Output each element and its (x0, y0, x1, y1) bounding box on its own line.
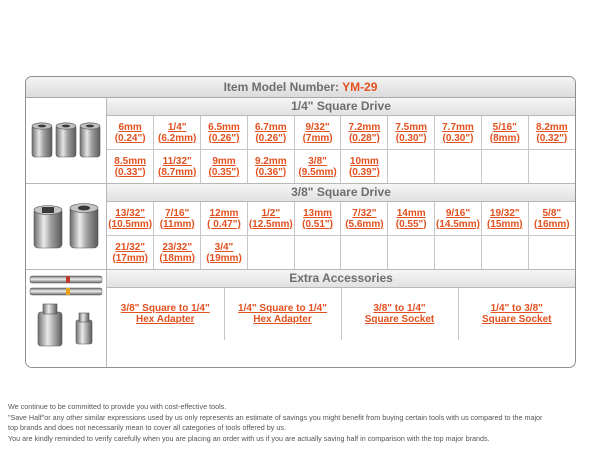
table-row (107, 150, 575, 184)
footer-line: We continue to be committed to provide you with cost-effective tools. (8, 402, 227, 411)
size-conversion: (0.55") (395, 218, 427, 230)
size-conversion: (14.5mm) (436, 218, 480, 230)
size-conversion: (19mm) (206, 252, 242, 264)
size-value: 8.2mm (535, 121, 568, 133)
size-cell (481, 236, 528, 270)
size-conversion: (18mm) (159, 252, 195, 264)
size-cell (388, 236, 435, 270)
footer-line: top brands and does not necessarily mean to cover all categories of tools offered by us. (8, 423, 286, 432)
size-value: 1/4" (167, 121, 187, 133)
size-value: 6.5mm (208, 121, 240, 133)
size-value: 5/8" (542, 207, 562, 219)
size-cell (341, 202, 388, 236)
size-conversion: (0.28") (348, 132, 380, 144)
size-value: 3/4" (214, 241, 234, 253)
size-conversion: (0.51") (302, 218, 334, 230)
size-cell (154, 116, 201, 150)
size-value: 13mm (303, 207, 333, 219)
size-cell (294, 236, 341, 270)
size-value: 11/32" (162, 155, 192, 167)
size-conversion: (0.30") (442, 132, 474, 144)
size-cell (528, 202, 575, 236)
size-conversion: (0.35") (208, 166, 240, 178)
size-cell (528, 236, 575, 270)
size-value: 14mm (396, 207, 426, 219)
size-value: 7/16" (165, 207, 190, 219)
accessory-item: 1/4" to 3/8" Square Socket (482, 303, 552, 325)
size-value: 7.2mm (348, 121, 381, 133)
size-conversion: (0.33") (114, 166, 146, 178)
size-conversion: (0.30") (395, 132, 427, 144)
quarter-drive-sockets-icon (26, 98, 106, 183)
adapters-icon (26, 270, 106, 366)
accessory-item: 3/8" to 1/4" Square Socket (341, 288, 458, 340)
disclaimer-footer (8, 402, 598, 444)
accessories-heading: Extra Accessories (107, 270, 575, 288)
footer-line: You are kindly reminded to verify carefully when you are placing an order with us if you are actually saving half in comparison with the top major brands. (8, 433, 490, 443)
size-conversion: (17mm) (112, 252, 148, 264)
size-cell (107, 150, 154, 184)
size-value: 21/32" (115, 241, 146, 253)
size-cell (435, 150, 482, 184)
size-cell (201, 202, 248, 236)
size-value: 12mm (209, 207, 239, 219)
accessories-section (107, 270, 575, 367)
size-conversion: (8mm) (489, 132, 520, 144)
size-cell (294, 150, 341, 184)
accessories-image (26, 270, 107, 367)
size-conversion: (0.32") (536, 132, 568, 144)
size-cell (388, 116, 435, 150)
size-value: 9/32" (305, 121, 330, 133)
three-eighth-drive-sockets-icon (26, 184, 106, 269)
quarter-drive-section (107, 98, 575, 184)
size-cell (154, 202, 201, 236)
size-value: 6.7mm (254, 121, 287, 133)
size-cell (154, 150, 201, 184)
size-cell (247, 150, 294, 184)
size-value: 9/16" (445, 207, 471, 219)
size-cell (481, 116, 528, 150)
size-cell (154, 236, 201, 270)
size-value: 9mm (212, 155, 236, 167)
quarter-drive-heading: 1/4" Square Drive (107, 98, 575, 116)
table-row (107, 202, 575, 236)
size-conversion: (9.5mm) (298, 166, 337, 178)
size-conversion: (5.6mm) (345, 218, 384, 230)
size-conversion: (10.5mm) (108, 218, 153, 230)
size-cell (107, 116, 154, 150)
size-conversion: (0.39") (348, 166, 380, 178)
accessory-item: 3/8" Square to 1/4" Hex Adapter (107, 288, 224, 340)
size-cell (247, 202, 294, 236)
size-value: 13/32" (115, 207, 146, 219)
size-cell (201, 116, 248, 150)
size-value: 5/16" (492, 121, 517, 133)
size-cell (435, 236, 482, 270)
product-card (25, 76, 576, 368)
size-cell (528, 150, 575, 184)
size-conversion: (8.7mm) (158, 166, 197, 178)
size-cell (435, 116, 482, 150)
size-cell (341, 150, 388, 184)
size-cell (201, 150, 248, 184)
size-conversion: (15mm) (486, 218, 523, 230)
three-eighth-drive-section (107, 184, 575, 270)
size-conversion: (7mm) (302, 132, 333, 144)
size-cell (435, 202, 482, 236)
size-cell (388, 202, 435, 236)
size-cell (341, 236, 388, 270)
footer-line: "Save Half"or any other similar expressions used by us only represents an estimate of savings you might benefit from buying certain tools with us compared to the major (8, 412, 543, 422)
size-value: 9.2mm (254, 155, 287, 167)
accessory-item: 1/4" Square to 1/4" Hex Adapter (224, 288, 341, 340)
size-cell (388, 150, 435, 184)
size-value: 1/2" (261, 207, 281, 219)
three-eighth-drive-table (107, 202, 575, 269)
size-cell (481, 150, 528, 184)
size-cell (481, 202, 528, 236)
size-value: 7.7mm (442, 121, 474, 133)
size-value: 8.5mm (114, 155, 146, 167)
quarter-drive-table (107, 116, 575, 183)
size-conversion: (16mm) (534, 218, 570, 230)
size-value: 6mm (118, 121, 142, 133)
size-conversion: (0.36") (255, 166, 287, 178)
size-conversion: (6.2mm) (158, 132, 197, 144)
table-row (107, 116, 575, 150)
size-value: 10mm (349, 155, 379, 167)
size-cell (201, 236, 248, 270)
accessories-table (107, 288, 575, 340)
three-eighth-drive-image (26, 184, 107, 270)
size-conversion: (12.5mm) (248, 218, 293, 230)
size-value: 7.5mm (395, 121, 428, 133)
size-value: 7/32" (352, 207, 377, 219)
size-conversion: (0.26") (255, 132, 287, 144)
size-conversion: (0.26") (208, 132, 240, 144)
size-conversion: (11mm) (159, 218, 195, 230)
size-value: 19/32" (489, 207, 520, 219)
size-cell (107, 202, 154, 236)
size-cell (294, 116, 341, 150)
item-model-label: Item Model Number: (223, 80, 343, 94)
size-cell (247, 116, 294, 150)
three-eighth-drive-heading: 3/8" Square Drive (107, 184, 575, 202)
size-cell (528, 116, 575, 150)
table-row (107, 236, 575, 270)
size-value: 23/32" (162, 241, 193, 253)
size-conversion: (0.24") (114, 132, 146, 144)
size-cell (107, 236, 154, 270)
size-cell (247, 236, 294, 270)
item-model-number: YM-29 (342, 80, 378, 94)
size-cell (341, 116, 388, 150)
size-cell (294, 202, 341, 236)
size-conversion: ( 0.47") (207, 218, 241, 230)
item-model-title (26, 77, 575, 98)
size-value: 3/8" (308, 155, 327, 167)
quarter-drive-image (26, 98, 107, 184)
